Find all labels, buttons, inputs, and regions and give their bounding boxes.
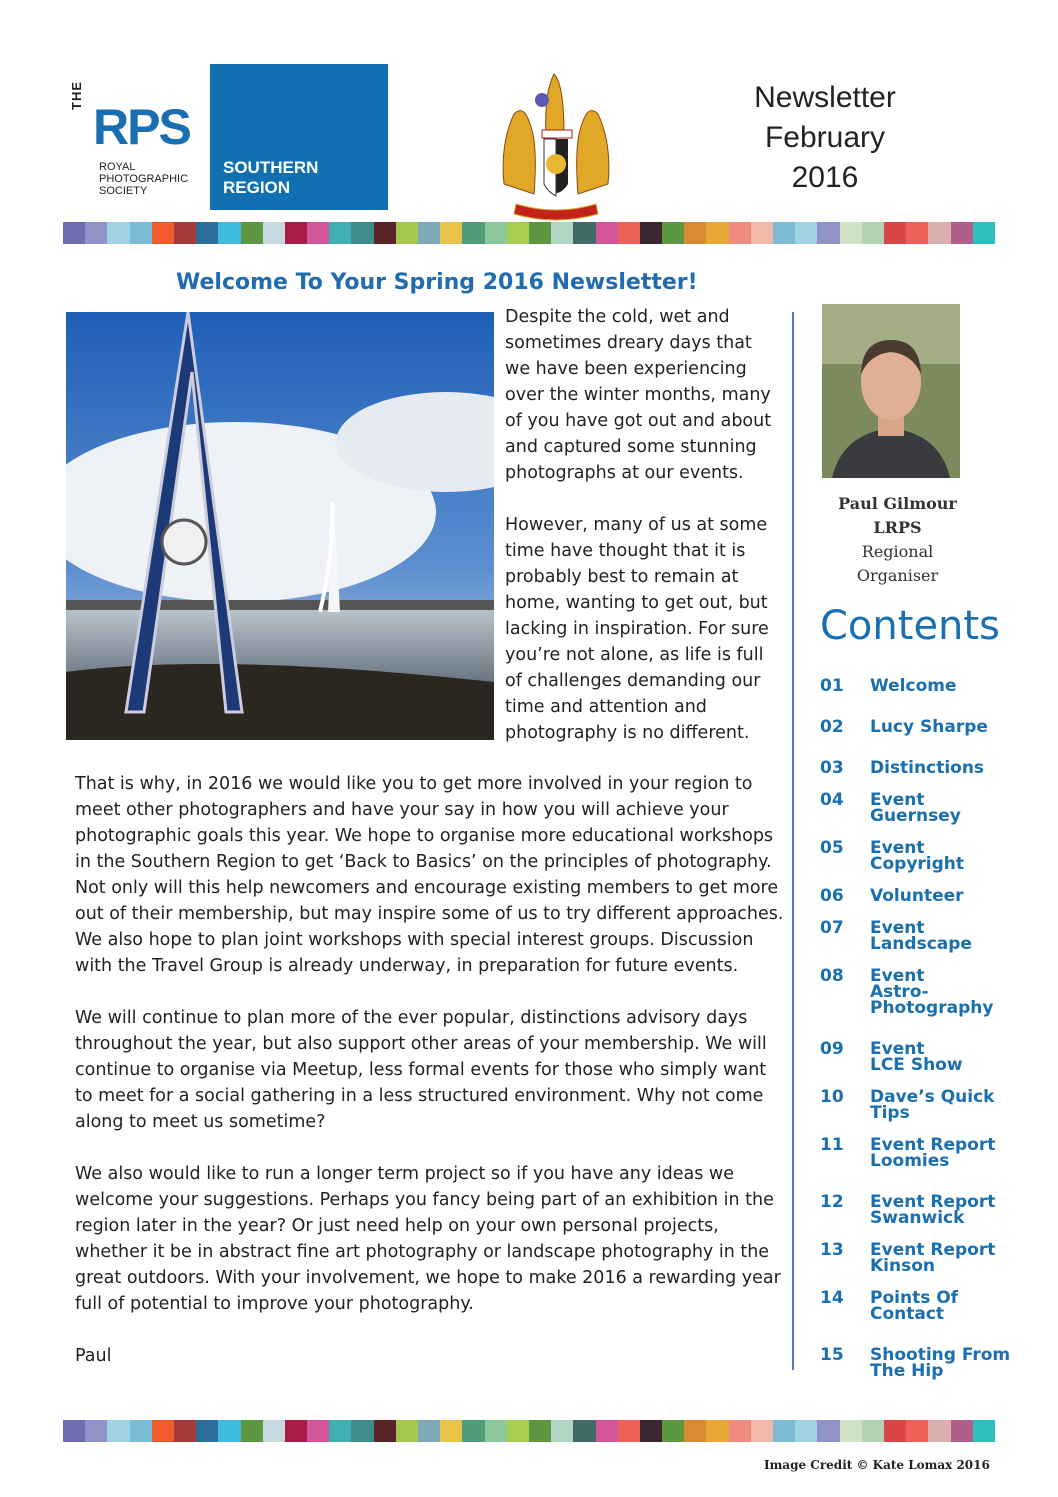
color-swatch bbox=[618, 1420, 640, 1442]
color-swatch bbox=[485, 222, 507, 244]
color-swatch bbox=[418, 222, 440, 244]
contents-number: 10 bbox=[820, 1087, 844, 1107]
color-swatch bbox=[906, 1420, 928, 1442]
contents-item[interactable] bbox=[820, 1194, 995, 1226]
color-swatch bbox=[729, 1420, 751, 1442]
color-swatch bbox=[440, 1420, 462, 1442]
contents-title: Points Of Contact bbox=[870, 1288, 959, 1324]
color-swatch bbox=[573, 222, 595, 244]
color-swatch bbox=[906, 222, 928, 244]
color-swatch bbox=[507, 1420, 529, 1442]
color-swatch bbox=[773, 1420, 795, 1442]
color-swatch bbox=[706, 222, 728, 244]
color-swatch bbox=[462, 222, 484, 244]
color-swatch bbox=[795, 222, 817, 244]
color-swatch bbox=[884, 222, 906, 244]
organiser-role: Regional bbox=[861, 542, 934, 561]
contents-title: Event Report Swanwick bbox=[870, 1192, 996, 1228]
color-swatch bbox=[596, 222, 618, 244]
color-swatch bbox=[63, 1420, 85, 1442]
color-swatch bbox=[307, 222, 329, 244]
color-swatch bbox=[285, 222, 307, 244]
contents-number: 08 bbox=[820, 966, 844, 986]
color-swatch bbox=[440, 222, 462, 244]
organiser-caption bbox=[800, 492, 995, 588]
body-paragraph: We also would like to run a longer term project so if you have any ideas we welcome your suggestions. Perhaps you fancy being part of an exhibition in the region later in the year? Or just need help on your own personal projects, whether it be in abstract fine art photography or landscape photography in the great outdoors. With your involvement, we hope to make 2016 a rewarding year full of potential to improve your photography. bbox=[75, 1164, 781, 1314]
logo-subtitle: ROYAL PHOTOGRAPHIC SOCIETY bbox=[99, 161, 189, 197]
color-swatch bbox=[640, 1420, 662, 1442]
contents-item[interactable] bbox=[820, 719, 988, 735]
contents-title: Event Report Loomies bbox=[870, 1135, 996, 1171]
color-strip-top bbox=[63, 222, 995, 244]
signoff: Paul bbox=[75, 1346, 112, 1366]
color-swatch bbox=[751, 222, 773, 244]
contents-number: 07 bbox=[820, 918, 844, 938]
color-swatch bbox=[174, 222, 196, 244]
sidebar-divider bbox=[792, 312, 794, 1370]
color-swatch bbox=[973, 1420, 995, 1442]
contents-title: Event Astro- Photography bbox=[870, 966, 994, 1018]
color-swatch bbox=[973, 222, 995, 244]
contents-item[interactable] bbox=[820, 1041, 963, 1073]
color-swatch bbox=[862, 222, 884, 244]
contents-title: Event Landscape bbox=[870, 918, 972, 954]
color-swatch bbox=[196, 222, 218, 244]
contents-item[interactable] bbox=[820, 1347, 1010, 1379]
contents-title: Welcome bbox=[870, 676, 957, 696]
color-swatch bbox=[351, 222, 373, 244]
spinnaker-tower-photo bbox=[66, 312, 494, 740]
title-line-1: Newsletter bbox=[754, 81, 896, 114]
contents-number: 06 bbox=[820, 886, 844, 906]
contents-item[interactable] bbox=[820, 1290, 958, 1322]
title-line-2: February bbox=[764, 121, 886, 154]
organiser-portrait bbox=[822, 304, 960, 478]
body-paragraph: That is why, in 2016 we would like you to get more involved in your region to meet other photographers and have your say in how you will achieve your photographic goals this year. We hope to organise more educational workshops in the Southern Region to get ‘Back to Basics’ on the principles of photography. Not only will this help newcomers and encourage existing members to get more out of their membership, but may inspire some of us to try different approaches. We also hope to plan joint workshops with special interest groups. Discussion with the Travel Group is already underway, in preparation for future events. bbox=[75, 774, 784, 976]
color-swatch bbox=[374, 1420, 396, 1442]
contents-title: Event Guernsey bbox=[870, 790, 961, 826]
contents-title: Dave’s Quick Tips bbox=[870, 1087, 995, 1123]
color-swatch bbox=[706, 1420, 728, 1442]
color-swatch bbox=[85, 222, 107, 244]
color-swatch bbox=[263, 1420, 285, 1442]
organiser-title: LRPS bbox=[873, 518, 922, 537]
color-swatch bbox=[418, 1420, 440, 1442]
contents-title: Distinctions bbox=[870, 758, 985, 778]
color-swatch bbox=[840, 1420, 862, 1442]
color-swatch bbox=[618, 222, 640, 244]
color-swatch bbox=[729, 222, 751, 244]
contents-heading: Contents bbox=[820, 603, 1000, 649]
article-heading: Welcome To Your Spring 2016 Newsletter! bbox=[176, 270, 698, 295]
newsletter-title bbox=[730, 78, 920, 198]
contents-item[interactable] bbox=[820, 1137, 995, 1169]
contents-title: Event Report Kinson bbox=[870, 1240, 996, 1276]
color-swatch bbox=[573, 1420, 595, 1442]
color-swatch bbox=[285, 1420, 307, 1442]
color-swatch bbox=[63, 222, 85, 244]
logo-rps: RPS bbox=[93, 99, 190, 155]
color-swatch bbox=[307, 1420, 329, 1442]
contents-number: 01 bbox=[820, 676, 844, 696]
color-swatch bbox=[374, 222, 396, 244]
organiser-role: Organiser bbox=[856, 566, 939, 585]
contents-number: 12 bbox=[820, 1192, 844, 1212]
color-swatch bbox=[773, 222, 795, 244]
color-swatch bbox=[130, 222, 152, 244]
contents-number: 11 bbox=[820, 1135, 844, 1155]
color-swatch bbox=[884, 1420, 906, 1442]
color-swatch bbox=[152, 222, 174, 244]
intro-paragraph: Despite the cold, wet and sometimes dreary days that we have been experiencing over the winter months, many of you have got out and about and captured some stunning photographs at our events. bbox=[505, 307, 772, 483]
color-swatch bbox=[263, 222, 285, 244]
color-swatch bbox=[218, 1420, 240, 1442]
color-swatch bbox=[241, 222, 263, 244]
color-swatch bbox=[462, 1420, 484, 1442]
color-swatch bbox=[951, 222, 973, 244]
contents-item[interactable] bbox=[820, 840, 964, 872]
contents-item[interactable] bbox=[820, 760, 984, 776]
color-swatch bbox=[241, 1420, 263, 1442]
color-strip-bottom bbox=[63, 1420, 995, 1442]
color-swatch bbox=[551, 1420, 573, 1442]
contents-number: 15 bbox=[820, 1345, 844, 1365]
color-swatch bbox=[662, 1420, 684, 1442]
intro-paragraph: However, many of us at some time have thought that it is probably best to remain at home, wanting to get out, but lacking in inspiration. For sure you’re not alone, as life is full of challenges demanding our time and attention and photography is no different. bbox=[505, 515, 769, 743]
organiser-name: Paul Gilmour bbox=[838, 494, 957, 513]
title-line-3: 2016 bbox=[791, 161, 859, 194]
contents-item[interactable] bbox=[820, 968, 993, 1016]
contents-item[interactable] bbox=[820, 888, 964, 904]
contents-title: Volunteer bbox=[870, 886, 964, 906]
color-swatch bbox=[85, 1420, 107, 1442]
image-credit: Image Credit © Kate Lomax 2016 bbox=[764, 1458, 990, 1472]
contents-number: 05 bbox=[820, 838, 844, 858]
coat-of-arms-icon bbox=[494, 64, 618, 222]
color-swatch bbox=[640, 222, 662, 244]
contents-number: 04 bbox=[820, 790, 844, 810]
contents-number: 09 bbox=[820, 1039, 844, 1059]
contents-title: Event Copyright bbox=[870, 838, 965, 874]
color-swatch bbox=[817, 1420, 839, 1442]
contents-title: Shooting From The Hip bbox=[870, 1345, 1011, 1381]
color-swatch bbox=[329, 1420, 351, 1442]
contents-item[interactable] bbox=[820, 1089, 994, 1121]
color-swatch bbox=[840, 222, 862, 244]
color-swatch bbox=[396, 222, 418, 244]
color-swatch bbox=[928, 1420, 950, 1442]
color-swatch bbox=[795, 1420, 817, 1442]
contents-item[interactable] bbox=[820, 1242, 995, 1274]
color-swatch bbox=[529, 222, 551, 244]
contents-item[interactable] bbox=[820, 792, 961, 824]
region-label: SOUTHERN REGION bbox=[223, 158, 319, 197]
rps-wordmark bbox=[63, 64, 209, 210]
color-swatch bbox=[174, 1420, 196, 1442]
color-swatch bbox=[196, 1420, 218, 1442]
color-swatch bbox=[951, 1420, 973, 1442]
color-swatch bbox=[107, 1420, 129, 1442]
color-swatch bbox=[130, 1420, 152, 1442]
color-swatch bbox=[862, 1420, 884, 1442]
color-swatch bbox=[329, 222, 351, 244]
color-swatch bbox=[396, 1420, 418, 1442]
logo-the: THE bbox=[69, 81, 84, 110]
contents-item[interactable] bbox=[820, 678, 957, 694]
contents-item[interactable] bbox=[820, 920, 972, 952]
color-swatch bbox=[551, 222, 573, 244]
contents-title: Event LCE Show bbox=[870, 1039, 963, 1075]
color-swatch bbox=[684, 1420, 706, 1442]
color-swatch bbox=[485, 1420, 507, 1442]
contents-number: 14 bbox=[820, 1288, 844, 1308]
color-swatch bbox=[684, 222, 706, 244]
region-box bbox=[210, 64, 388, 210]
color-swatch bbox=[507, 222, 529, 244]
color-swatch bbox=[751, 1420, 773, 1442]
contents-number: 03 bbox=[820, 758, 844, 778]
color-swatch bbox=[218, 222, 240, 244]
color-swatch bbox=[596, 1420, 618, 1442]
body-paragraph: We will continue to plan more of the ever popular, distinctions advisory days throughout the year, but also support other areas of your membership. We will continue to organise via Meetup, less formal events for those who simply want to meet for a social gathering in a less structured environment. Why not come along to meet us sometime? bbox=[75, 1008, 767, 1132]
contents-title: Lucy Sharpe bbox=[870, 717, 988, 737]
contents-number: 13 bbox=[820, 1240, 844, 1260]
color-swatch bbox=[107, 222, 129, 244]
color-swatch bbox=[351, 1420, 373, 1442]
color-swatch bbox=[817, 222, 839, 244]
color-swatch bbox=[529, 1420, 551, 1442]
color-swatch bbox=[928, 222, 950, 244]
color-swatch bbox=[662, 222, 684, 244]
intro-text bbox=[505, 304, 780, 772]
rps-logo bbox=[63, 64, 388, 210]
article-body bbox=[75, 771, 785, 1395]
color-swatch bbox=[152, 1420, 174, 1442]
contents-number: 02 bbox=[820, 717, 844, 737]
